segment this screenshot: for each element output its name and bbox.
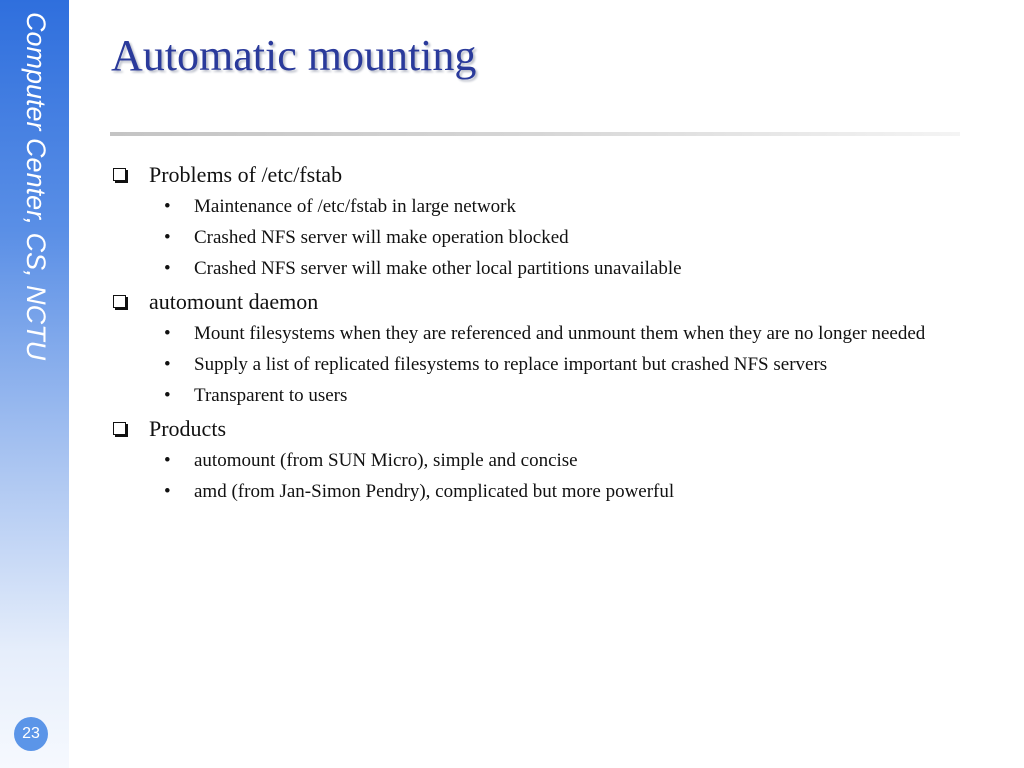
section-heading — [111, 416, 951, 442]
square-bullet-icon — [113, 168, 126, 181]
list-item — [111, 226, 951, 250]
list-item-text: amd (from Jan-Simon Pendry), complicated but more powerful — [194, 481, 675, 502]
list-item — [111, 353, 951, 377]
dot-bullet-icon: • — [164, 227, 171, 248]
list-item-text: Maintenance of /etc/fstab in large network — [194, 196, 516, 217]
dot-bullet-icon: • — [164, 258, 171, 279]
list-item-text: Crashed NFS server will make other local partitions unavailable — [194, 258, 682, 279]
dot-bullet-icon: • — [164, 354, 171, 375]
list-item — [111, 257, 951, 281]
section-heading-text: Products — [149, 416, 226, 441]
list-item-text: Crashed NFS server will make operation blocked — [194, 227, 569, 248]
list-item-text: Supply a list of replicated filesystems to replace important but crashed NFS servers — [194, 354, 828, 375]
dot-bullet-icon: • — [164, 196, 171, 217]
dot-bullet-icon: • — [164, 385, 171, 406]
list-item — [111, 195, 951, 219]
square-bullet-icon — [113, 422, 126, 435]
dot-bullet-icon: • — [164, 481, 171, 502]
list-item — [111, 480, 951, 504]
sidebar — [0, 0, 69, 768]
list-item — [111, 449, 951, 473]
list-item — [111, 322, 951, 346]
section-heading — [111, 162, 951, 188]
dot-bullet-icon: • — [164, 450, 171, 471]
title-divider — [110, 132, 960, 136]
sidebar-org-label: Computer Center, CS, NCTU — [21, 12, 51, 361]
slide-content — [111, 160, 951, 504]
section-heading — [111, 289, 951, 315]
list-item-text: Transparent to users — [194, 385, 348, 406]
list-item-text: Mount filesystems when they are referenced and unmount them when they are no longer needed — [194, 323, 926, 344]
page-number-badge: 23 — [14, 717, 48, 751]
slide-title: Automatic mounting — [111, 31, 477, 80]
list-item — [111, 384, 951, 408]
list-item-text: automount (from SUN Micro), simple and concise — [194, 450, 578, 471]
section-heading-text: automount daemon — [149, 289, 319, 314]
dot-bullet-icon: • — [164, 323, 171, 344]
section-heading-text: Problems of /etc/fstab — [149, 162, 343, 187]
square-bullet-icon — [113, 295, 126, 308]
